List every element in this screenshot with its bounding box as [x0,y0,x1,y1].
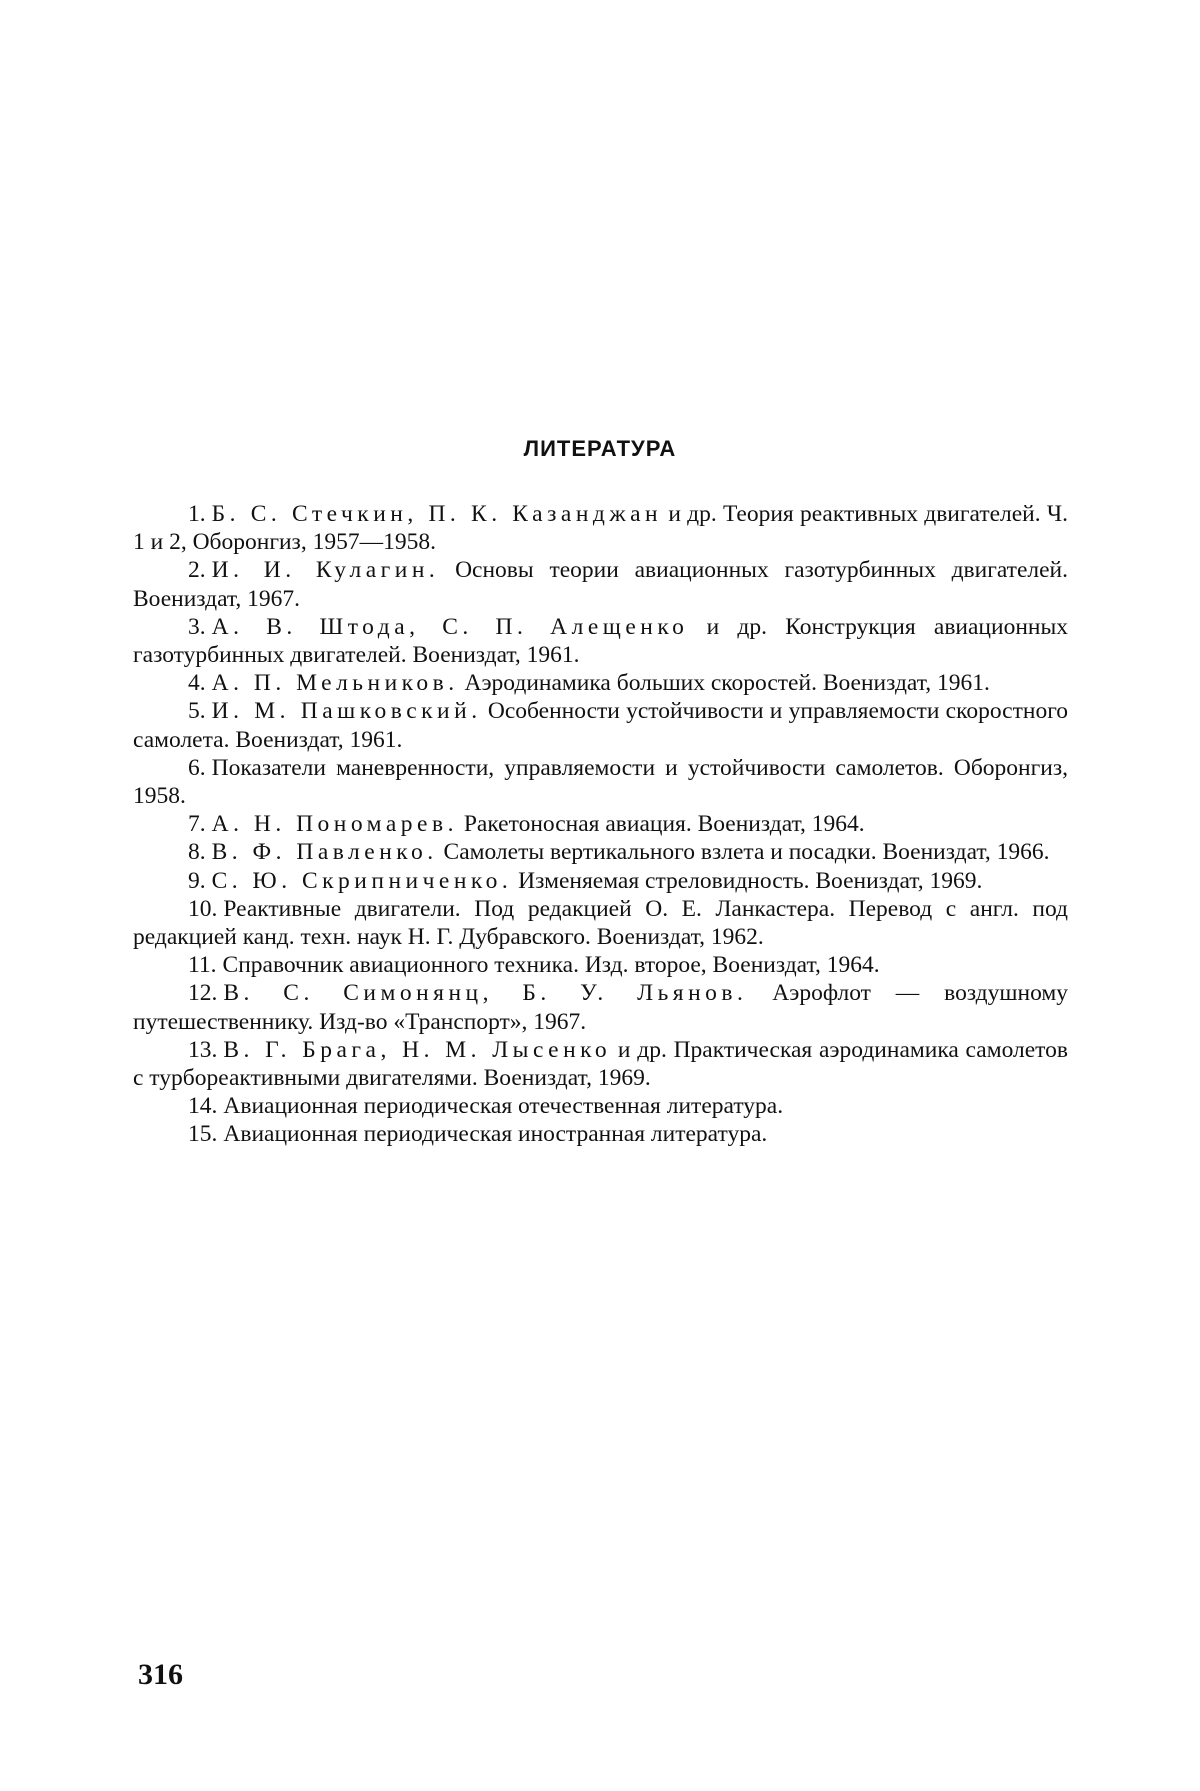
reference-item [133,895,1068,951]
reference-number: 6. [188,754,206,781]
reference-author: И. М. Пашковский. [211,698,482,725]
reference-number: 15. [188,1121,218,1148]
reference-text: и др. Практическая аэродинамика самолетов с турбореактивными двигателями. Воениздат, 1969. [133,1036,1068,1092]
page-number: 316 [138,1658,183,1691]
reference-item [133,951,1068,979]
reference-item [133,838,1068,866]
section-heading: ЛИТЕРАТУРА [523,436,677,461]
reference-item [133,1120,1068,1148]
reference-item [133,500,1068,556]
reference-author: С. Ю. Скрипниченко. [211,867,513,894]
reference-number: 2. [188,557,206,584]
reference-item [133,1036,1068,1092]
reference-text: Изменяемая стреловидность. Воениздат, 1969. [512,867,983,894]
reference-text: Самолеты вертикального взлета и посадки. Воениздат, 1966. [437,839,1050,866]
reference-text: Ракетоносная авиация. Воениздат, 1964. [457,811,865,838]
reference-text: Основы теории авиационных газотурбинных двигателей. Воениздат, 1967. [133,557,1068,612]
reference-number: 14. [188,1093,218,1120]
reference-item [133,810,1068,838]
reference-author: И. И. Кулагин. [211,557,440,584]
reference-text: Авиационная периодическая иностранная литература. [223,1121,768,1148]
reference-text: Реактивные двигатели. Под редакцией О. Е. Ланкастера. Перевод с англ. под редакцией канд. техн. наук Н. Г. Дубравского. Воениздат, 1962. [133,895,1068,951]
reference-number: 4. [188,670,206,697]
reference-author: В. Г. Брага, Н. М. Лысенко [223,1036,612,1063]
reference-item [133,979,1068,1035]
reference-number: 11. [188,952,217,979]
reference-item [133,613,1068,669]
reference-item [133,697,1068,753]
reference-author: В. С. Симонянц, Б. У. Льянов. [223,980,748,1007]
reference-text: Аэрофлот — воздушному путешественнику. Изд-во «Транспорт», 1967. [133,980,1068,1035]
reference-author: А. Н. Пономарев. [211,811,458,838]
reference-author: А. П. Мельников. [211,670,459,697]
reference-text: Особенности устойчивости и управляемости скоростного самолета. Воениздат, 1961. [133,698,1068,753]
reference-number: 12. [188,980,218,1007]
reference-author: Б. С. Стечкин, П. К. Казанджан [211,501,663,527]
reference-number: 1. [188,501,206,527]
reference-item [133,669,1068,697]
reference-text: Авиационная периодическая отечественная литература. [223,1093,784,1120]
reference-number: 5. [188,698,206,725]
reference-number: 10. [188,895,218,922]
reference-text: Аэродинамика больших скоростей. Воениздат, 1961. [458,670,990,697]
reference-item [133,1092,1068,1120]
reference-text: Показатели маневренности, управляемости и устойчивости самолетов. Оборонгиз, 1958. [133,754,1068,810]
reference-item [133,754,1068,810]
reference-item [133,556,1068,612]
reference-number: 9. [188,867,206,894]
reference-author: В. Ф. Павленко. [211,839,438,866]
reference-text: и др. Теория реактивных двигателей. Ч. 1 и 2, Оборонгиз, 1957—1958. [133,501,1069,556]
reference-text: и др. Конструкция авиационных газотурбинных двигателей. Воениздат, 1961. [133,613,1069,669]
reference-author: А. В. Штода, С. П. Алещенко [211,613,689,640]
reference-item [133,867,1068,895]
reference-number: 13. [188,1036,218,1063]
reference-text: Справочник авиационного техника. Изд. второе, Воениздат, 1964. [222,952,880,979]
reference-list [133,500,1068,1149]
reference-number: 3. [188,613,206,640]
reference-number: 8. [188,839,206,866]
reference-number: 7. [188,811,206,838]
